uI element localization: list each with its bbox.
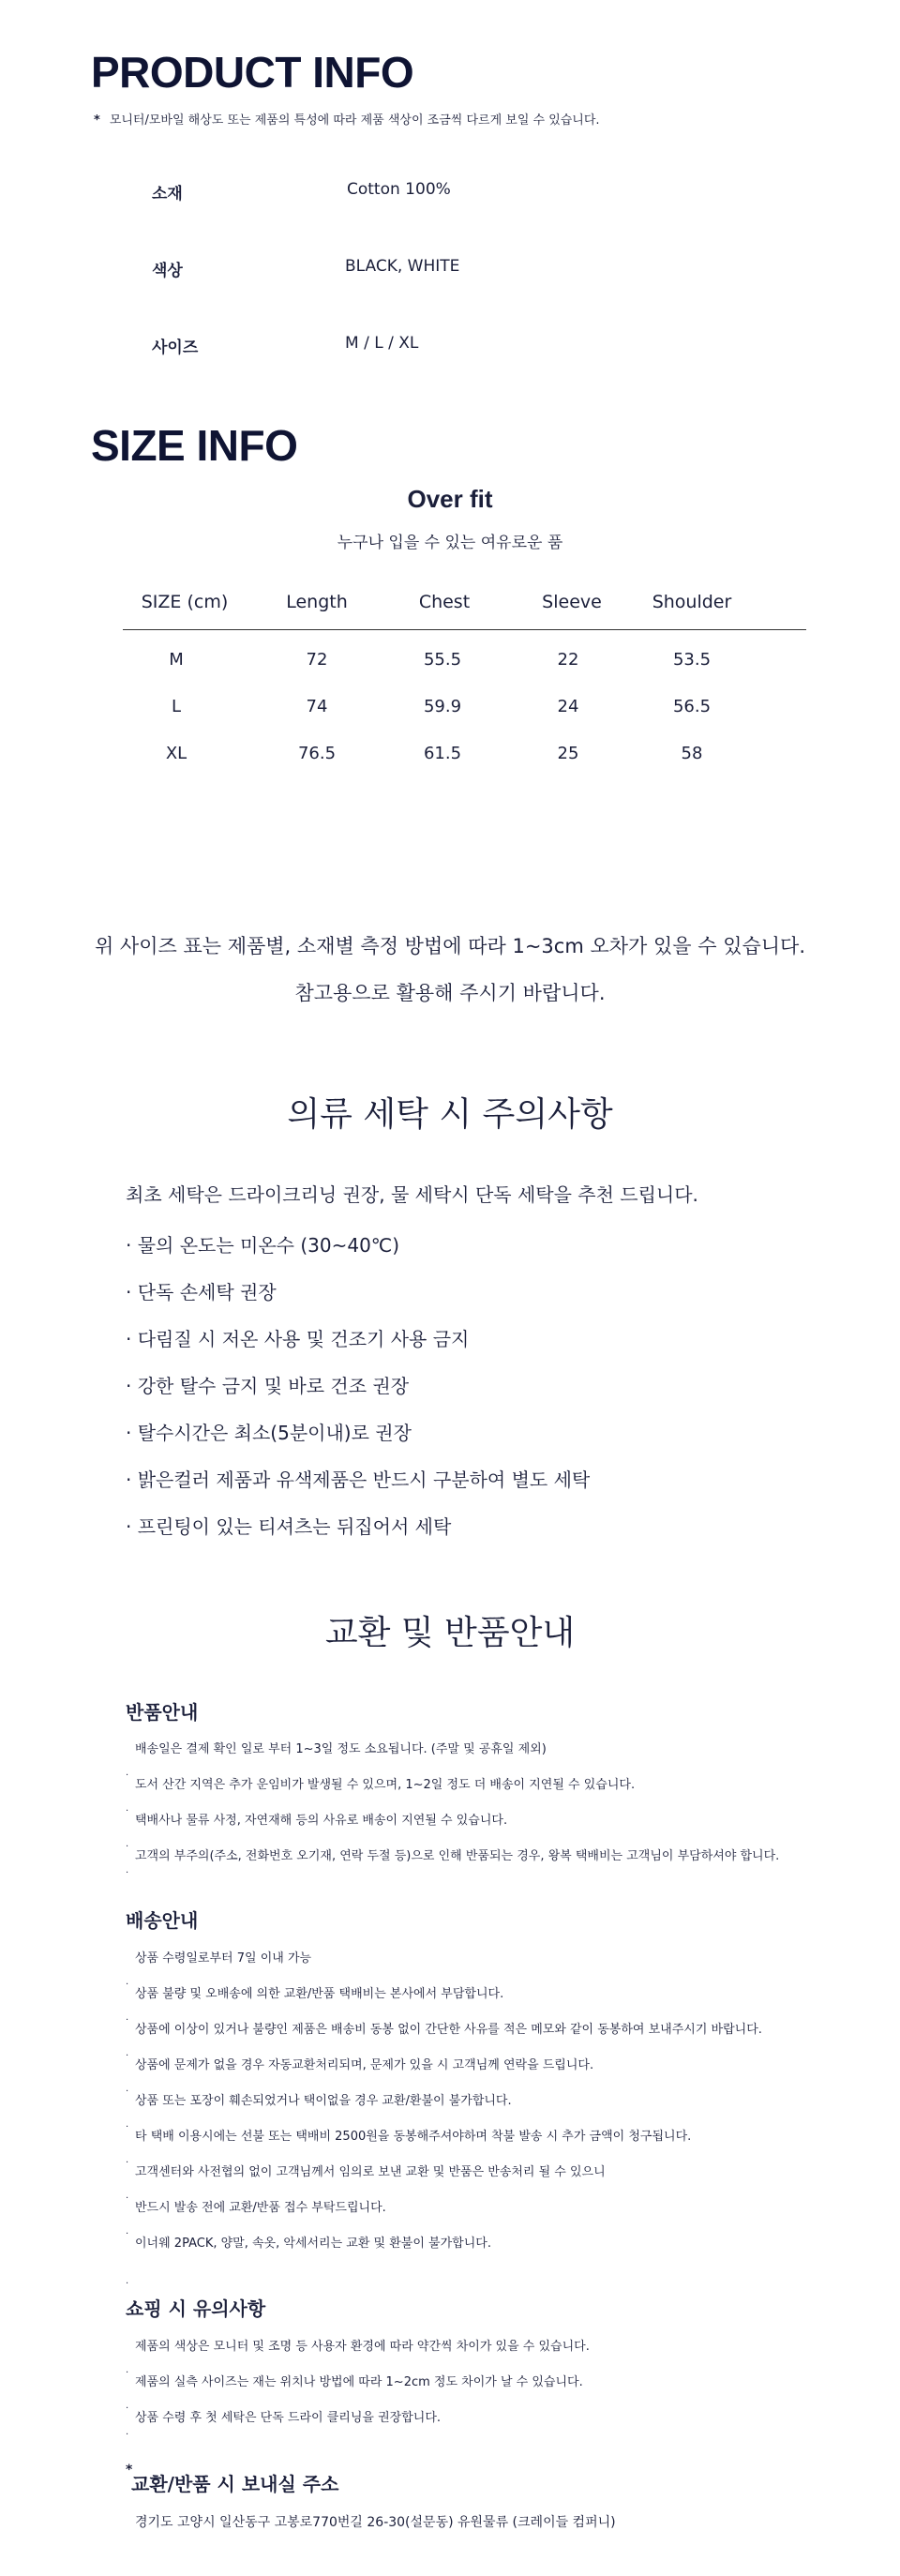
list-item: 상품에 이상이 있거나 불량인 제품은 배송비 동봉 없이 간단한 사유를 적은 메모와 같이 동봉하여 보내주시기 바랍니다. — [135, 2023, 762, 2037]
table-cell: 53.5 — [672, 650, 712, 670]
table-cell: 74 — [306, 697, 328, 716]
care-item: · 다림질 시 저온 사용 및 건조기 사용 금지 — [126, 1328, 470, 1350]
spec-value-material: Cotton 100% — [347, 180, 451, 199]
list-item: 고객의 부주의(주소, 전화번호 오기재, 연락 두절 등)으로 인해 반품되는 경우, 왕복 택배비는 고객님이 부담하셔야 합니다. — [135, 1849, 780, 1863]
size-header-shoulder: Shoulder — [652, 592, 732, 612]
shipping-heading: 배송안내 — [126, 1909, 199, 1932]
size-header-sleeve: Sleeve — [542, 592, 602, 612]
table-cell: 72 — [306, 650, 328, 670]
note-asterisk: * — [94, 113, 100, 128]
return-address: 경기도 고양시 일산동구 고봉로770번길 26-30(설문동) 유원물류 (크레이들 컴퍼니) — [135, 2515, 616, 2530]
color-notice — [94, 110, 600, 128]
table-cell: 76.5 — [297, 744, 337, 763]
shopping-heading: 쇼핑 시 유의사항 — [126, 2297, 266, 2320]
list-item: 택배사나 물류 사정, 자연재해 등의 사유로 배송이 지연될 수 있습니다. — [135, 1814, 508, 1828]
care-item: · 밝은컬러 제품과 유색제품은 반드시 구분하여 별도 세탁 — [126, 1469, 591, 1491]
care-item: · 물의 온도는 미온수 (30~40℃) — [126, 1234, 400, 1257]
table-cell: 61.5 — [423, 744, 462, 763]
table-cell: 58 — [681, 744, 703, 763]
list-item: 제품의 색상은 모니터 및 조명 등 사용자 환경에 따라 약간씩 차이가 있을 수 있습니다. — [135, 2340, 590, 2354]
table-cell: 24 — [557, 697, 579, 716]
note-text: 모니터/모바일 해상도 또는 제품의 특성에 따라 제품 색상이 조금씩 다르게 보일 수 있습니다. — [109, 113, 600, 128]
address-heading: 교환/반품 시 보내실 주소 — [131, 2473, 339, 2495]
size-disclaimer: 위 사이즈 표는 제품별, 소재별 측정 방법에 따라 1~3cm 오차가 있을 수 있습니다. — [94, 935, 806, 957]
list-item: 반드시 발송 전에 교환/반품 접수 부탁드립니다. — [135, 2201, 386, 2215]
spec-value-size: M / L / XL — [345, 334, 419, 353]
spec-label-material: 소재 — [152, 185, 183, 203]
list-item: 제품의 실측 사이즈는 재는 위치나 방법에 따라 1~2cm 정도 차이가 날 수 있습니다. — [135, 2375, 583, 2389]
size-info-title: SIZE INFO — [91, 421, 298, 470]
table-cell: M — [169, 650, 184, 670]
table-cell: 25 — [557, 744, 579, 763]
product-info-title: PRODUCT INFO — [91, 48, 414, 97]
fit-subtitle: 누구나 입을 수 있는 여유로운 품 — [337, 534, 563, 552]
table-cell: XL — [165, 744, 188, 763]
table-cell: L — [171, 697, 182, 716]
list-item: 도서 산간 지역은 추가 운임비가 발생될 수 있으며, 1~2일 정도 더 배송이 지연될 수 있습니다. — [135, 1778, 636, 1792]
list-item: 이너웨 2PACK, 양말, 속옷, 악세서리는 교환 및 환불이 불가합니다. — [135, 2237, 491, 2251]
list-item: 타 택배 이용시에는 선불 또는 택배비 2500원을 동봉해주셔야하며 착불 발송 시 추가 금액이 청구됩니다. — [135, 2130, 692, 2144]
care-item: · 강한 탈수 금지 및 바로 건조 권장 — [126, 1375, 410, 1397]
list-item: 상품에 문제가 없을 경우 자동교환처리되며, 문제가 있을 시 고객님께 연락을 드립니다. — [135, 2058, 594, 2072]
care-lead: 최초 세탁은 드라이크리닝 권장, 물 세탁시 단독 세탁을 추천 드립니다. — [126, 1183, 698, 1206]
care-item: · 단독 손세탁 권장 — [126, 1281, 277, 1303]
care-item: · 탈수시간은 최소(5분이내)로 권장 — [126, 1422, 412, 1444]
list-item: 상품 불량 및 오배송에 의한 교환/반품 택배비는 본사에서 부담합니다. — [135, 1987, 504, 2001]
size-header-length: Length — [286, 592, 348, 612]
spec-value-color: BLACK, WHITE — [345, 257, 460, 276]
exchange-title: 교환 및 반품안내 — [324, 1614, 576, 1652]
size-header-size: SIZE (cm) — [141, 592, 229, 612]
size-header-chest: Chest — [418, 592, 471, 612]
size-disclaimer-reference: 참고용으로 활용해 주시기 바랍니다. — [294, 982, 606, 1004]
fit-title: Over fit — [407, 485, 493, 513]
list-item: 상품 수령일로부터 7일 이내 가능 — [135, 1951, 312, 1966]
table-cell: 56.5 — [672, 697, 712, 716]
table-cell: 22 — [557, 650, 579, 670]
care-item: · 프린팅이 있는 티셔츠는 뒤집어서 세탁 — [126, 1515, 452, 1538]
table-cell: 59.9 — [423, 697, 462, 716]
list-item: 배송일은 결제 확인 일로 부터 1~3일 정도 소요됩니다. (주말 및 공휴일 제외) — [135, 1742, 547, 1756]
table-cell: 55.5 — [423, 650, 462, 670]
care-title: 의류 세탁 시 주의사항 — [287, 1095, 613, 1134]
spec-label-size: 사이즈 — [152, 339, 199, 357]
spec-label-color: 색상 — [152, 262, 183, 280]
list-item: 고객센터와 사전협의 없이 고객님께서 임의로 보낸 교환 및 반품은 반송처리 될 수 있으니 — [135, 2165, 606, 2179]
returns-heading: 반품안내 — [126, 1701, 199, 1724]
list-item: 상품 또는 포장이 훼손되었거나 택이없을 경우 교환/환불이 불가합니다. — [135, 2094, 512, 2108]
size-table-divider — [123, 629, 806, 630]
list-item: 상품 수령 후 첫 세탁은 단독 드라이 클리닝을 권장합니다. — [135, 2411, 442, 2425]
